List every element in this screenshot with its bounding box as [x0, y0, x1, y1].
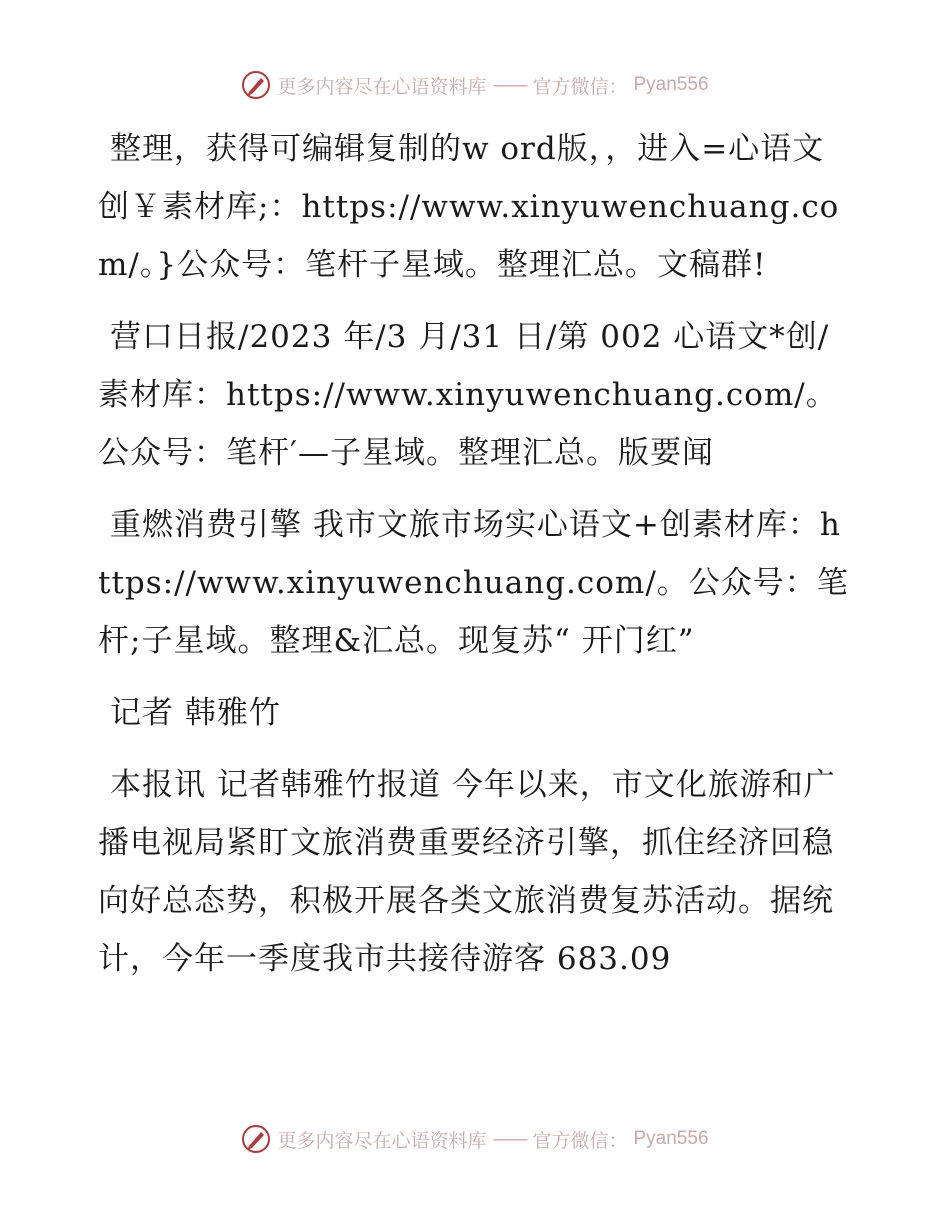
wechat-id: Pyan556 [633, 74, 709, 95]
paragraph-1: 整理，获得可编辑复制的w ord版，，进入=心语文创￥素材库;：https://www.xinyuwenchuang.com/。}公众号：笔杆子星域。整理汇总。文稿群! [98, 131, 840, 283]
footer-watermark [0, 1124, 950, 1154]
wechat-id: Pyan556 [633, 1128, 709, 1149]
quill-logo-icon [241, 70, 271, 100]
quill-logo-icon [241, 1124, 271, 1154]
paragraph-2: 营口日报/2023 年/3 月/31 日/第 002 心语文*创/素材库：https://www.xinyuwenchuang.com/。公众号：笔杆′—子星域。整理汇总。版要闻 [98, 319, 838, 471]
banner-separator: —— [492, 1128, 527, 1150]
document-body [98, 120, 850, 1002]
header-watermark [0, 70, 950, 100]
banner-separator: —— [492, 74, 527, 96]
banner-text: 更多内容尽在心语资料库 [277, 1129, 487, 1152]
banner-text: 更多内容尽在心语资料库 [277, 75, 487, 98]
wechat-label: 官方微信： [532, 1129, 628, 1152]
paragraph-4-byline: 记者 韩雅竹 [110, 695, 281, 731]
paragraph-5: 本报讯 记者韩雅竹报道 今年以来，市文化旅游和广播电视局紧盯文旅消费重要经济引擎，抓住经济回稳向好总态势，积极开展各类文旅消费复苏活动。据统计，今年一季度我市共接待游客 683.09 [98, 767, 836, 977]
paragraph-3: 重燃消费引擎 我市文旅市场实心语文+创素材库：https://www.xinyuwenchuang.com/。公众号：笔杆;子星域。整理&汇总。现复苏“ 开门红” [98, 507, 849, 659]
wechat-label: 官方微信： [532, 75, 628, 98]
